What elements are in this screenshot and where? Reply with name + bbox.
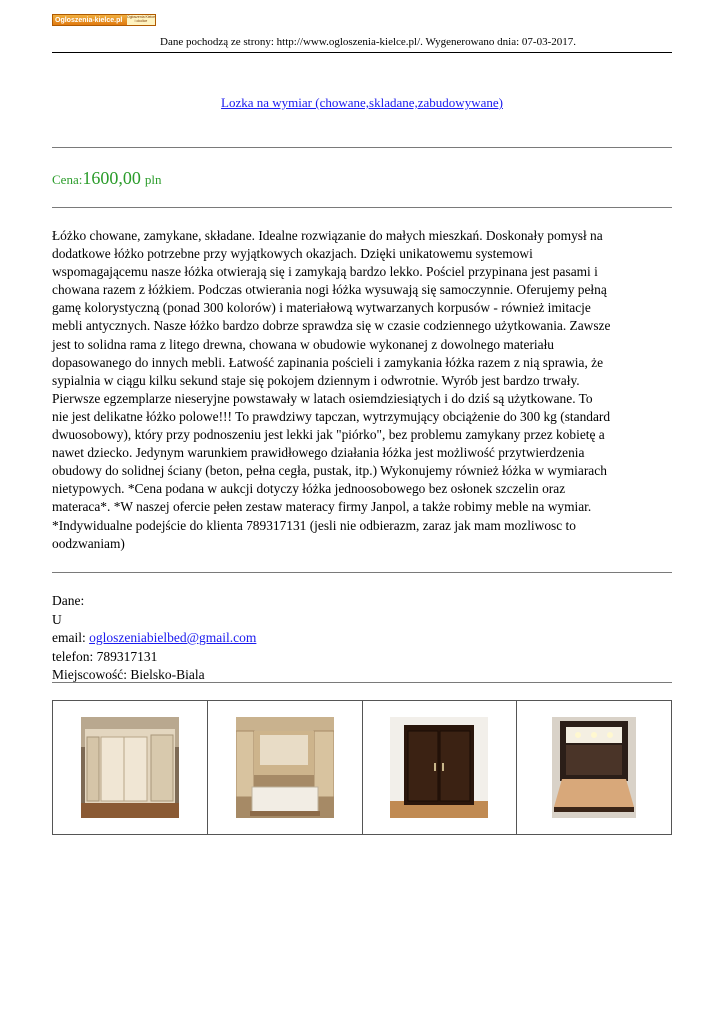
description-line: gamę kolorystyczną (ponad 300 kolorów) i materiałową wytwarzanych korpusów - również imitacje [52, 300, 591, 316]
photo-cell-1[interactable] [52, 700, 208, 835]
description-line: jest to solidna rama z litego drewna, chowana w obudowie wykonanej z dowolnego materiału [52, 336, 554, 352]
description-line: mebli antycznych. Nasze łóżko bardzo dobrze sprawdza się w czasie codziennego użytkowania. Zawsze [52, 318, 611, 334]
description-line: sypialnia w ciągu kilku sekund staje się pokojem dziennym i odwrotnie. Wyrób jest bardzo trwały. [52, 372, 580, 388]
description-line: Pierwsze egzemplarze nieseryjne powstawały w latach osiemdziesiątych i do dziś są użytkowane. To [52, 390, 593, 406]
description-line: chowana razem z łóżkiem. Podczas otwierania nogi łóżka wysuwają się samoczynnie. Oferujemy pełną [52, 282, 607, 298]
photo-4 [552, 717, 636, 818]
photo-3 [390, 717, 488, 818]
city-label: Miejscowość: [52, 667, 131, 682]
description-line: materaca*. *W naszej ofercie pełen zestaw materacy firmy Janpol, a także robimy meble na wymiar. [52, 499, 592, 515]
description-line: obudowy do solidnej ściany (beton, pełna cegła, pustak, itp.) Wykonujemy również łóżka w wymiarach [52, 463, 607, 479]
description-line: nietypowych. *Cena podana w aukcji dotyczy łóżka jednoosobowego bez osłonek szczelin oraz [52, 481, 566, 497]
email-label: email: [52, 630, 90, 645]
description-line: Łóżko chowane, zamykane, składane. Idealne rozwiązanie do małych mieszkań. Doskonały pomysł na [52, 228, 603, 243]
description-line: dwuosobowy), który przy podnoszeniu jest lekki jak "piórko", bez problemu zamykany przez kobietę a [52, 427, 605, 443]
price-currency: pln [144, 172, 162, 187]
photo-2 [236, 717, 334, 818]
site-logo[interactable] [52, 14, 156, 26]
contact-block [52, 592, 256, 685]
listing-title[interactable]: Lozka na wymiar (chowane,skladane,zabudowywane) [221, 95, 503, 110]
description-divider [52, 572, 672, 573]
logo-side-text: Ogłoszenia Kielce i okolice [127, 15, 155, 23]
description-line: nie jest delikatne łóżko polowe!!! To prawdziwy tapczan, wytrzymujący obciążenie do 300 kg (standard [52, 408, 611, 424]
phone-label: telefon: [52, 648, 97, 664]
photo-cell-3[interactable] [362, 700, 518, 835]
header-divider [52, 52, 672, 53]
title-divider [52, 147, 672, 148]
contact-heading: Dane: [52, 593, 85, 608]
description-line: oodzwaniam) [52, 535, 125, 551]
price-value: 1600,00 [82, 168, 141, 188]
photo-cell-2[interactable] [207, 700, 363, 835]
contact-divider [52, 682, 672, 683]
description-line: dodatkowe łóżko potrzebne przy wyjątkowych okazjach. Dzięki unikatowemu systemowi [52, 246, 533, 262]
price-divider [52, 207, 672, 208]
contact-name: U [52, 611, 62, 627]
contact-phone-row [52, 648, 256, 667]
photo-1 [81, 717, 179, 818]
description-line: nawet dziecko. Jedynym warunkiem prawidłowego działania łóżka jest możliwość przytwierdzenia [52, 445, 585, 461]
description-line: wspomagającemu nasze łóżka otwierają się i zamykają bardzo lekko. Pościel przypinana jest pasami i [52, 264, 598, 280]
email-link[interactable]: ogloszeniabielbed@gmail.com [89, 630, 257, 645]
source-line: Dane pochodzą ze strony: http://www.ogloszenia-kielce.pl/. Wygenerowano dnia: 07-03-2017. [160, 36, 576, 48]
photo-gallery [52, 700, 672, 835]
photo-cell-4[interactable] [516, 700, 672, 835]
description-line: *Indywidualne podejście do klienta 789317131 (jesli nie odbierazm, zaraz jak mam mozliwosc to [52, 517, 576, 533]
contact-email-row [52, 629, 256, 648]
phone-value: 789317131 [96, 648, 158, 664]
logo-text: Ogloszenia-kielce.pl [55, 16, 123, 24]
city-value: Bielsko-Biala [130, 667, 205, 682]
price-label: Cena: [52, 172, 83, 187]
listing-description [52, 227, 672, 553]
description-line: dopasowanego do innych mebli. Łatwość zapinania pościeli i zamykania łóżka razem z nią sprawia, że [52, 354, 604, 370]
price [52, 168, 161, 189]
